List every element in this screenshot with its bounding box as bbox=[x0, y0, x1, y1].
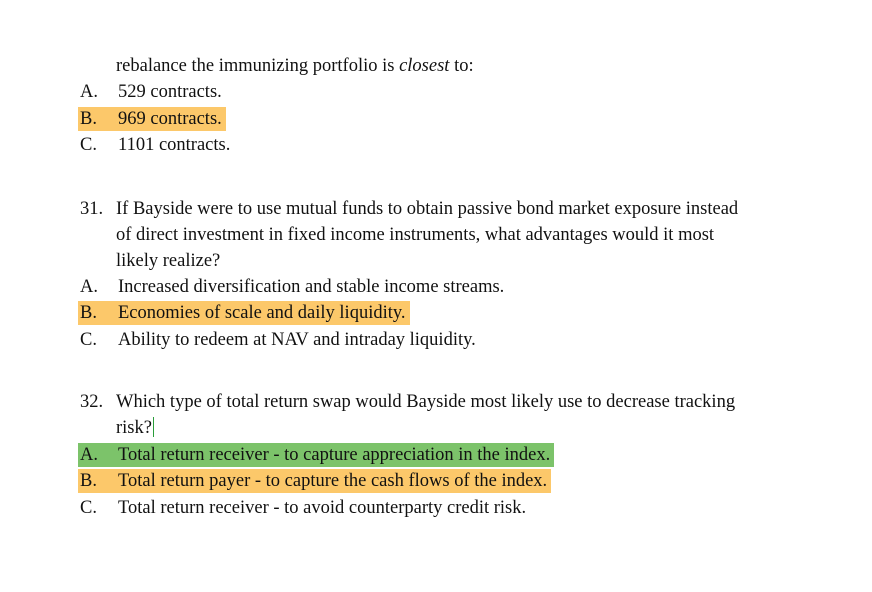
option-letter: C. bbox=[80, 330, 97, 350]
q31-stem-line-1: If Bayside were to use mutual funds to obtain passive bond market exposure instead bbox=[116, 199, 739, 219]
q30-stem-text: rebalance the immunizing portfolio is bbox=[116, 56, 400, 76]
q30-stem-end bbox=[116, 54, 474, 78]
q30-option-b-highlighted bbox=[78, 107, 226, 131]
option-letter: C. bbox=[80, 135, 97, 155]
option-letter: A. bbox=[80, 277, 98, 297]
option-letter: A. bbox=[80, 445, 98, 465]
option-letter: A. bbox=[80, 82, 98, 102]
option-letter: C. bbox=[80, 498, 97, 518]
q32-stem-line-2[interactable] bbox=[116, 416, 154, 440]
option-text: Economies of scale and daily liquidity. bbox=[118, 303, 406, 323]
option-text: Total return receiver - to avoid counterparty credit risk. bbox=[118, 498, 527, 518]
q30-option-a bbox=[78, 80, 226, 104]
option-text: Total return payer - to capture the cash flows of the index. bbox=[118, 471, 548, 491]
q31-option-a bbox=[78, 275, 508, 299]
q32-stem-line-1: Which type of total return swap would Bayside most likely use to decrease tracking bbox=[116, 392, 736, 412]
option-text: Ability to redeem at NAV and intraday liquidity. bbox=[118, 330, 476, 350]
option-text: 969 contracts. bbox=[118, 109, 222, 129]
option-text: 1101 contracts. bbox=[118, 135, 231, 155]
q32-number: 32. bbox=[80, 392, 104, 412]
q31-option-b-highlighted bbox=[78, 301, 410, 325]
option-text: Total return receiver - to capture appreciation in the index. bbox=[118, 445, 551, 465]
q32-option-c bbox=[78, 496, 530, 520]
q30-option-c bbox=[78, 133, 234, 157]
q31-stem-line-3: likely realize? bbox=[116, 251, 221, 271]
q31-option-c bbox=[78, 328, 480, 352]
q32-option-b-highlighted bbox=[78, 469, 551, 493]
option-letter: B. bbox=[80, 303, 97, 323]
q30-stem-emphasis: closest bbox=[399, 56, 450, 76]
option-letter: B. bbox=[80, 109, 97, 129]
option-text: Increased diversification and stable income streams. bbox=[118, 277, 505, 297]
q31-number: 31. bbox=[80, 199, 104, 219]
q31-stem-line-2: of direct investment in fixed income instruments, what advantages would it most bbox=[116, 225, 715, 245]
text-cursor bbox=[153, 417, 154, 437]
q32-option-a-correct-highlight bbox=[78, 443, 554, 467]
q30-stem-tail: to: bbox=[449, 56, 474, 76]
q32-stem-line-2-text: risk? bbox=[116, 418, 152, 438]
option-letter: B. bbox=[80, 471, 97, 491]
option-text: 529 contracts. bbox=[118, 82, 222, 102]
